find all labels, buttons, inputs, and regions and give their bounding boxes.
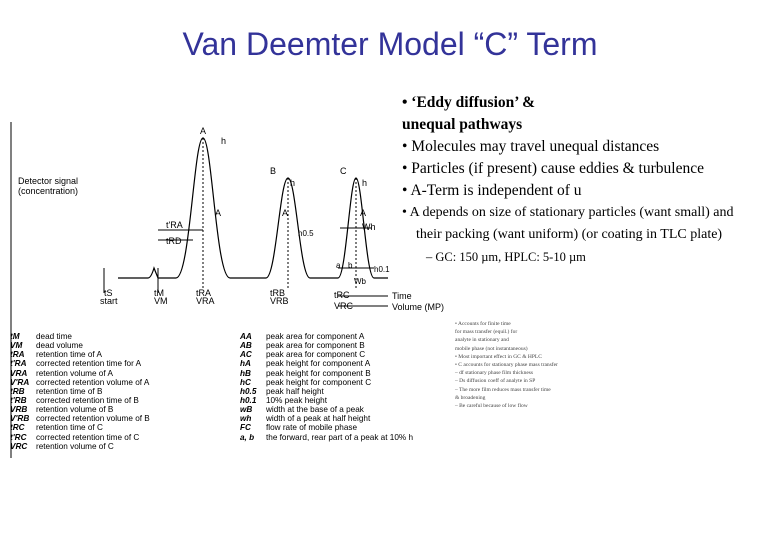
legend-symbol: VRB <box>10 405 28 415</box>
legend-symbol: wB <box>240 405 253 415</box>
legend-text: peak height for component A <box>266 359 371 369</box>
legend-row <box>240 387 413 396</box>
legend-text: corrected retention volume of B <box>36 414 150 424</box>
legend-symbol: h0.5 <box>240 386 257 396</box>
legend-text: retention volume of C <box>36 441 114 451</box>
time-label: Time <box>392 291 412 301</box>
legend-left <box>10 332 150 451</box>
t-rd-label: tRD <box>166 236 182 246</box>
legend-row <box>240 405 413 414</box>
legend-text: width at the base of a peak <box>266 405 364 415</box>
height-b-label: h <box>290 178 296 188</box>
legend-row <box>10 414 150 423</box>
tra-label: tRA <box>196 288 212 298</box>
legend-symbol: h0.1 <box>240 395 257 405</box>
small-note-line: – The more film reduces mass transfer time <box>455 386 551 393</box>
bullet-list <box>402 92 780 268</box>
small-note-line: & broadening <box>455 394 486 401</box>
small-note-line: mobile phase (not instantaneous) <box>455 345 528 352</box>
vra-label: VRA <box>196 296 215 306</box>
small-note-line: – df stationary phase film thickness <box>455 370 534 377</box>
vm-label: VM <box>154 296 168 306</box>
small-note-line: for mass transfer (equil.) for <box>455 329 518 336</box>
vrc-label: VRC <box>334 301 354 311</box>
h01-label: h0.1 <box>374 265 390 274</box>
legend-symbol: tRB <box>10 386 25 396</box>
small-note-line: analyte in stationary and <box>455 337 509 344</box>
legend-text: peak area for component C <box>266 350 366 360</box>
legend-symbol: wh <box>240 414 252 424</box>
legend-row <box>240 433 413 442</box>
start-label: start <box>100 296 118 306</box>
small-note-line: • C accounts for stationary phase mass transfer <box>455 362 558 369</box>
area-c-label: A <box>360 208 367 218</box>
legend-text: flow rate of mobile phase <box>266 423 358 433</box>
b-label: b <box>348 261 353 270</box>
area-b-label: A <box>282 208 289 218</box>
legend-symbol: VRC <box>10 441 28 451</box>
legend-row <box>10 378 150 387</box>
legend-row <box>10 350 150 359</box>
wh-label: Wh <box>362 222 376 232</box>
legend-symbol: V'RA <box>10 377 30 387</box>
legend-text: width of a peak at half height <box>266 414 371 424</box>
a-label: a <box>336 261 341 270</box>
legend-text: dead time <box>36 332 72 341</box>
wb-label: Wb <box>354 277 366 286</box>
small-note-line: – Be careful because of low flow <box>455 403 528 410</box>
small-note-line: • Most important effect in GC & HPLC <box>455 353 542 360</box>
legend-symbol: AC <box>240 350 252 360</box>
legend-row <box>10 433 150 442</box>
legend-symbol: FC <box>240 423 251 433</box>
h05-label: h0.5 <box>298 229 314 238</box>
trc-label: tRC <box>334 290 350 300</box>
peak-c-label: C <box>340 166 347 176</box>
legend-symbol: hB <box>240 368 251 378</box>
legend-symbol: tM <box>10 332 20 341</box>
y-label-1: Detector signal <box>18 176 79 186</box>
height-a-label: h <box>221 136 227 146</box>
legend-row <box>240 332 413 341</box>
legend-row <box>10 387 150 396</box>
legend-text: peak half height <box>266 386 324 396</box>
legend-symbol: tRC <box>10 423 25 433</box>
peak-a-label: A <box>200 126 207 136</box>
legend-row <box>10 396 150 405</box>
legend-symbol: a, b <box>240 432 255 442</box>
tm-label: tM <box>154 288 164 298</box>
legend-row <box>10 359 150 368</box>
bullet-depends-1: • A depends on size of stationary particles (want small) and <box>402 205 734 220</box>
legend-symbol: t'RB <box>10 395 27 405</box>
page-title: Van Deemter Model “C” Term <box>182 26 598 62</box>
legend-text: peak height for component B <box>266 368 371 378</box>
peak-b-label: B <box>270 166 277 176</box>
legend-symbol: tRA <box>10 350 25 360</box>
bullet-molecules: • Molecules may travel unequal distances <box>402 138 660 155</box>
t-ra-label: t'RA <box>166 220 183 230</box>
bullet-a-term: • A-Term is independent of u <box>402 182 582 199</box>
volume-label: Volume (MP) <box>392 302 445 312</box>
trb-label: tRB <box>270 288 286 298</box>
legend-text: corrected retention time for A <box>36 359 142 369</box>
legend-text: retention time of C <box>36 423 103 433</box>
bullet-gc-hplc: – GC: 150 µm, HPLC: 5-10 µm <box>426 250 586 264</box>
legend-row <box>10 341 150 350</box>
legend-text: peak area for component B <box>266 341 365 351</box>
small-note-line: • Accounts for finite time <box>455 321 511 327</box>
legend-symbol: VM <box>10 341 23 351</box>
bullet-eddy-2: unequal pathways <box>402 116 523 133</box>
legend-text: peak height for component C <box>266 377 372 387</box>
small-notes <box>455 320 635 410</box>
legend-text: retention time of A <box>36 350 102 360</box>
legend-text: dead volume <box>36 341 83 351</box>
legend-text: peak area for component A <box>266 332 365 341</box>
legend-row <box>10 332 150 341</box>
legend-row <box>240 423 413 432</box>
legend-symbol: AB <box>240 341 252 351</box>
height-c-label: h <box>362 178 368 188</box>
legend-row <box>10 405 150 414</box>
chromatogram-trace <box>118 138 388 278</box>
legend-symbol: VRA <box>10 368 28 378</box>
bullet-eddy-1: • ‘Eddy diffusion’ & <box>402 94 536 111</box>
legend-symbol: hC <box>240 377 251 387</box>
legend-row <box>10 442 150 451</box>
legend-symbol: t'RA <box>10 359 27 369</box>
legend-row <box>240 396 413 405</box>
legend-text: corrected retention time of C <box>36 432 140 442</box>
legend-row <box>10 423 150 432</box>
vrb-label: VRB <box>270 296 289 306</box>
bullet-particles: • Particles (if present) cause eddies & turbulence <box>402 160 704 177</box>
legend-text: 10% peak height <box>266 395 327 405</box>
legend-row <box>240 341 413 350</box>
legend-row <box>240 359 413 368</box>
small-note-line: – Ds diffusion coeff of analyte in SP <box>455 378 536 385</box>
legend-text: the forward, rear part of a peak at 10% h <box>266 432 414 442</box>
legend-text: retention volume of A <box>36 368 113 378</box>
legend-text: corrected retention time of B <box>36 395 139 405</box>
legend-row <box>10 369 150 378</box>
y-label-2: (concentration) <box>18 186 79 196</box>
ts-label: tS <box>104 288 113 298</box>
legend-text: retention volume of B <box>36 405 114 415</box>
legend-symbol: hA <box>240 359 251 369</box>
legend-row <box>240 378 413 387</box>
legend-symbol: t'RC <box>10 432 27 442</box>
legend-right <box>240 332 413 442</box>
legend-row <box>240 414 413 423</box>
legend-symbol: AA <box>240 332 252 341</box>
legend-symbol: V'RB <box>10 414 30 424</box>
legend-text: corrected retention volume of A <box>36 377 150 387</box>
legend-text: retention time of B <box>36 386 103 396</box>
bullet-depends-2: their packing (want uniform) (or coating in TLC plate) <box>416 227 723 242</box>
legend-row <box>240 350 413 359</box>
legend-row <box>240 369 413 378</box>
area-a-label: A <box>215 208 222 218</box>
